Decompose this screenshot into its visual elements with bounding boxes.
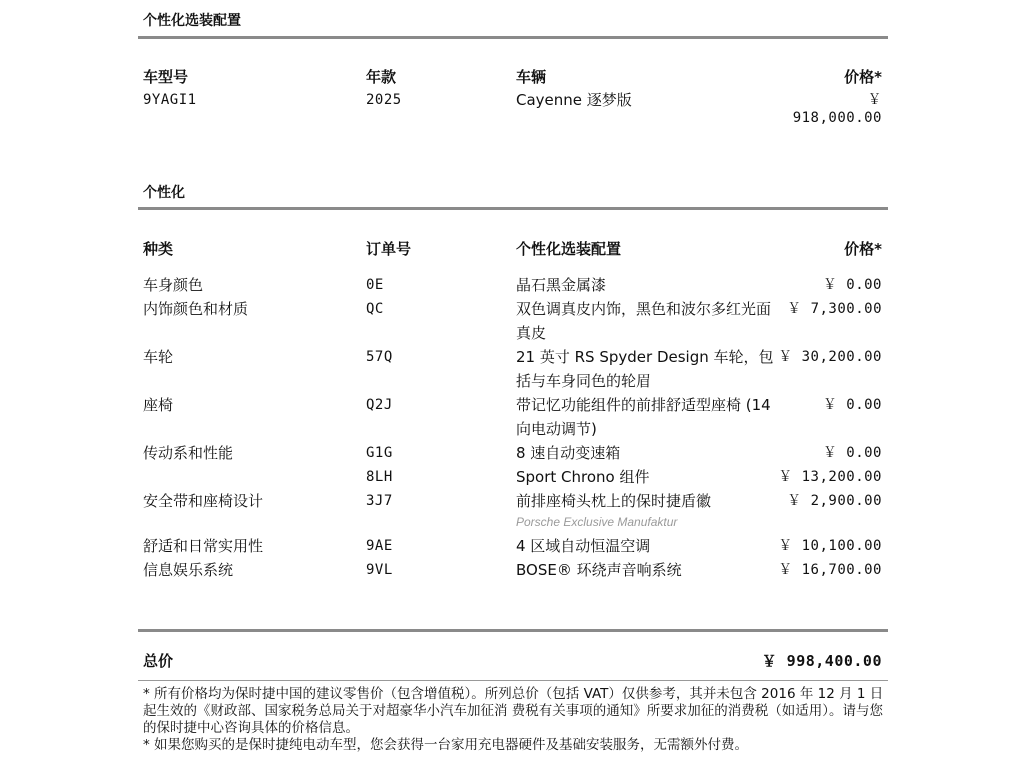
- base-price: 918,000.00: [792, 110, 882, 126]
- option-code: G1G: [366, 445, 393, 461]
- header-vehicle: 车辆: [516, 68, 547, 86]
- option-category: 座椅: [143, 396, 174, 414]
- option-description: BOSE® 环绕声音响系统: [516, 561, 682, 579]
- option-description: 晶石黑金属漆: [516, 276, 607, 294]
- option-description: 21 英寸 RS Spyder Design 车轮，包括与车身同色的轮眉: [516, 348, 774, 390]
- option-price: ￥ 2,900.00: [787, 493, 882, 509]
- option-code: QC: [366, 301, 384, 317]
- exclusive-manufaktur-note: Porsche Exclusive Manufaktur: [516, 515, 678, 529]
- header-model-no: 车型号: [143, 68, 189, 86]
- option-category: 传动系和性能: [143, 444, 234, 462]
- option-price: ￥ 0.00: [822, 397, 882, 413]
- price-sheet: [138, 0, 888, 768]
- footnotes: [143, 686, 885, 754]
- option-price: ￥ 0.00: [822, 277, 882, 293]
- option-code: 57Q: [366, 349, 393, 365]
- total-price: ￥ 998,400.00: [761, 652, 882, 670]
- option-description: 带记忆功能组件的前排舒适型座椅 (14 向电动调节): [516, 396, 771, 438]
- option-category: 内饰颜色和材质: [143, 300, 249, 318]
- section-title-personalization: 个性化: [143, 185, 185, 201]
- option-code: 8LH: [366, 469, 393, 485]
- base-price-currency: ￥: [867, 92, 882, 108]
- header-year: 年款: [366, 68, 397, 86]
- option-category: 车身颜色: [143, 276, 204, 294]
- model-year: 2025: [366, 92, 402, 108]
- option-price: ￥ 30,200.00: [778, 349, 882, 365]
- option-code: 9AE: [366, 538, 393, 554]
- option-price: ￥ 13,200.00: [778, 469, 882, 485]
- header-order-no: 订单号: [366, 240, 412, 258]
- option-category: 车轮: [143, 348, 174, 366]
- header-category: 种类: [143, 240, 174, 258]
- option-category: 舒适和日常实用性: [143, 537, 264, 555]
- footnote-price-disclaimer: * 所有价格均为保时捷中国的建议零售价（包含增值税）。所列总价（包括 VAT）仅供参考，其并未包含 2016 年 12 月 1 日起生效的《财政部、国家税务总局关于对超豪华小汽车加征消 费税有关事项的通知》所要求加征的消费税（如适用）。请与您的保时捷中心咨询具体的价格信息。: [143, 686, 884, 736]
- option-description: Sport Chrono 组件: [516, 468, 650, 486]
- header-price: 价格*: [844, 68, 882, 86]
- option-price: ￥ 0.00: [822, 445, 882, 461]
- option-category: 安全带和座椅设计: [143, 492, 264, 510]
- option-code: 3J7: [366, 493, 393, 509]
- footnote-ev-charger: * 如果您购买的是保时捷纯电动车型，您会获得一台家用充电器硬件及基础安装服务，无需额外付费。: [143, 737, 749, 753]
- total-underline: [138, 680, 888, 681]
- total-label: 总价: [143, 652, 174, 670]
- option-description: 前排座椅头枕上的保时捷盾徽: [516, 492, 712, 510]
- option-price: ￥ 16,700.00: [778, 562, 882, 578]
- header-option: 个性化选装配置: [516, 240, 622, 258]
- model-number: 9YAGI1: [143, 92, 197, 108]
- option-description: 4 区域自动恒温空调: [516, 537, 651, 555]
- section-title-config: 个性化选装配置: [143, 13, 241, 29]
- option-code: Q2J: [366, 397, 393, 413]
- option-code: 0E: [366, 277, 384, 293]
- option-price: ￥ 7,300.00: [787, 301, 882, 317]
- option-description: 8 速自动变速箱: [516, 444, 621, 462]
- section-divider: [138, 207, 888, 210]
- option-price: ￥ 10,100.00: [778, 538, 882, 554]
- header-price: 价格*: [844, 240, 882, 258]
- option-code: 9VL: [366, 562, 393, 578]
- section-divider: [138, 36, 888, 39]
- option-description: 双色调真皮内饰，黑色和波尔多红光面真皮: [516, 300, 772, 342]
- total-divider: [138, 629, 888, 632]
- vehicle-name: Cayenne 逐梦版: [516, 91, 632, 109]
- option-category: 信息娱乐系统: [143, 561, 234, 579]
